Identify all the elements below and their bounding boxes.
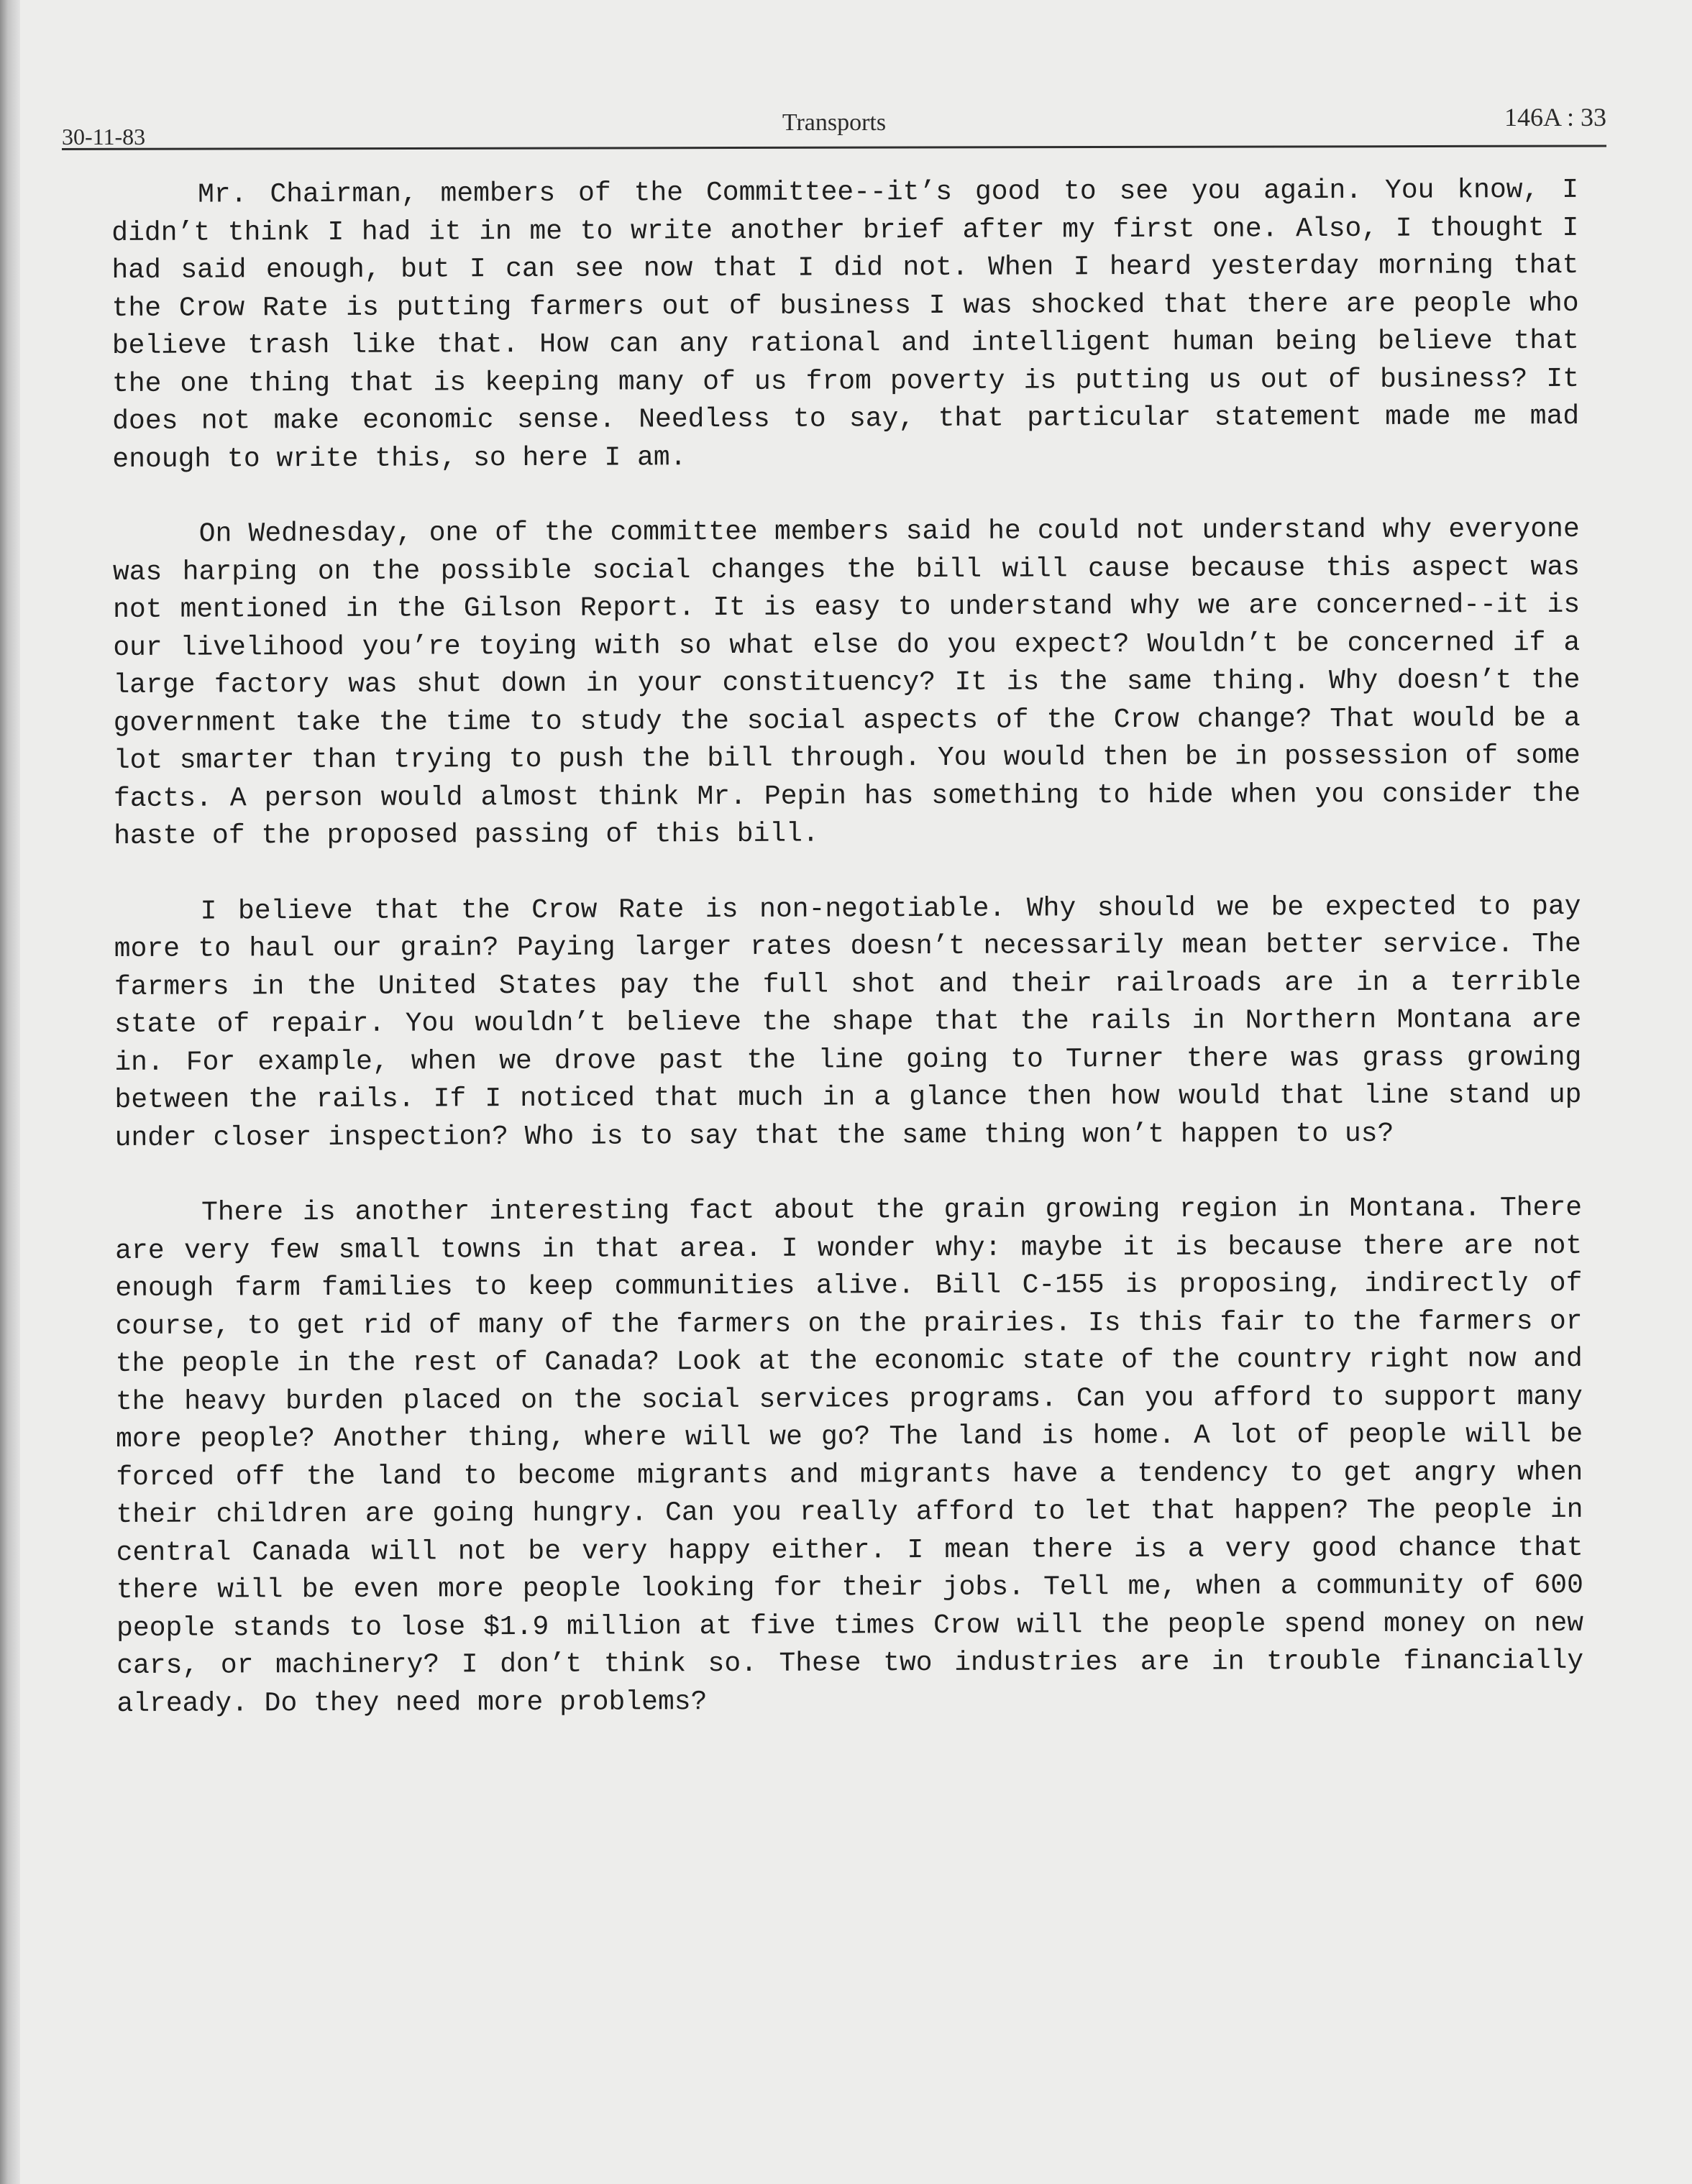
paragraph-4: There is another interesting fact about the grain growing region in Montana. There are very few small towns in that area. I wonder why: maybe it is because there are not enough farm families to keep communities alive. Bill C-155 is proposing, indirectly of course, to get rid of many of the farmers on the prairies. Is this fair to the farmers or the people in the rest of Canada? Look at the economic state of the country right now and the heavy burden placed on the social services programs. Can you afford to support many more people? Another thing, where will we go? The land is home. A lot of people will be forced off the land to become migrants and migrants have a tendency to get angry when their children are going hungry. Can you really afford to let that happen? The people in central Canada will not be very happy either. I mean there is a very good chance that there will be even more people looking for their jobs. Tell me, when a community of 600 people stands to lose $1.9 million at five times Crow will the people spend money on new cars, or machinery? I don’t think so. These two industries are in trouble financially already. Do they need more problems? xyxy=(115,1192,1584,1720)
header-date: 30-11-83 xyxy=(62,124,146,150)
header-title: Transports xyxy=(782,109,887,136)
paragraph-3: I believe that the Crow Rate is non-negotiable. Why should we be expected to pay more to haul our grain? Paying larger rates doesn’t necessarily mean better service. The farmers in the United States pay the full shot and their railroads are in a terrible state of repair. You wouldn’t believe the shape that the rails in Northern Montana are in. For example, when we drove past the line going to Turner there was grass growing between the rails. If I noticed that much in a glance then how would that line stand up under closer inspection? Who is to say that the same thing won’t happen to us? xyxy=(114,891,1582,1154)
page-edge-shadow xyxy=(0,0,20,2184)
paragraph-2: On Wednesday, one of the committee members said he could not understand why everyone was harping on the possible social changes the bill will cause because this aspect was not mentioned in the Gilson Report. It is easy to understand why we are concerned--it is our livelihood you’re toying with so what else do you expect? Wouldn’t be concerned if a large factory was shut down in your constituency? It is the same thing. Why doesn’t the government take the time to study the social aspects of the Crow change? That would be a lot smarter than trying to push the bill through. You would then be in possession of some facts. A person would almost think Mr. Pepin has something to hide when you consider the haste of the proposed passing of this bill. xyxy=(112,513,1581,852)
document-body xyxy=(111,172,1583,1723)
header-page-ref: 146A : 33 xyxy=(1504,103,1606,132)
paragraph-1: Mr. Chairman, members of the Committee--it’s good to see you again. You know, I didn’t think I had it in me to write another brief after my first one. Also, I thought I had said enough, but I can see now that I did not. When I heard yesterday morning that the Crow Rate is putting farmers out of business I was shocked that there are people who believe trash like that. How can any rational and intelligent human being believe that the one thing that is keeping many of us from poverty is putting us out of business? It does not make economic sense. Needless to say, that particular statement made me mad enough to write this, so here I am. xyxy=(111,174,1580,475)
